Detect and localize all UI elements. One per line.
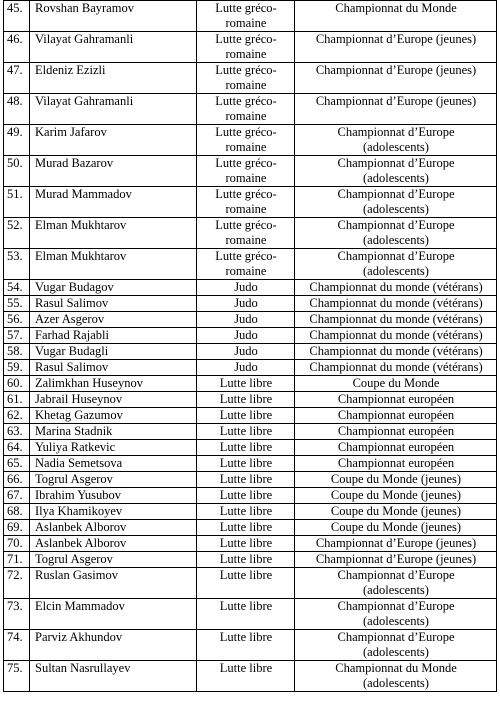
competition-line: Coupe du Monde (jeunes) (330, 472, 462, 486)
sport-line: Lutte gréco- (215, 125, 277, 139)
row-number: 54. (4, 280, 30, 296)
competition-cell (295, 312, 497, 328)
competition-cell (295, 520, 497, 536)
sport-line: Lutte libre (219, 520, 273, 534)
row-number: 51. (4, 187, 30, 218)
athlete-name: Ilya Khamikoyev (30, 504, 197, 520)
table-row (4, 32, 497, 63)
row-number: 73. (4, 599, 30, 630)
sport-cell (197, 520, 295, 536)
sport-line: romaine (225, 140, 267, 154)
competition-cell (295, 63, 497, 94)
competition-line: Championnat du monde (vétérans) (309, 296, 483, 310)
athlete-name: Parviz Akhundov (30, 630, 197, 661)
sport-line: Lutte gréco- (215, 94, 277, 108)
athlete-name: Togrul Asgerov (30, 472, 197, 488)
competition-line: Championnat du Monde (335, 1, 457, 15)
competition-cell (295, 156, 497, 187)
athlete-name: Yuliya Ratkevic (30, 440, 197, 456)
row-number: 72. (4, 568, 30, 599)
competition-line: Championnat d’Europe (jeunes) (315, 94, 477, 108)
sport-line: Lutte libre (219, 568, 273, 582)
competition-cell (295, 187, 497, 218)
competition-line: Championnat d’Europe (337, 125, 455, 139)
sport-line: romaine (225, 233, 267, 247)
competition-line: (adolescents) (363, 614, 429, 628)
sport-line: romaine (225, 109, 267, 123)
competition-cell (295, 424, 497, 440)
row-number: 62. (4, 408, 30, 424)
sport-line: romaine (225, 202, 267, 216)
sport-line: Lutte libre (219, 536, 273, 550)
row-number: 55. (4, 296, 30, 312)
competition-line: Championnat européen (337, 424, 455, 438)
sport-line: romaine (225, 171, 267, 185)
table-row (4, 156, 497, 187)
competition-cell (295, 661, 497, 692)
sport-cell (197, 392, 295, 408)
row-number: 74. (4, 630, 30, 661)
sport-line: Judo (234, 296, 258, 310)
competition-line: Championnat d’Europe (337, 249, 455, 263)
competition-cell (295, 504, 497, 520)
sport-cell (197, 599, 295, 630)
sport-cell (197, 125, 295, 156)
athlete-name: Rovshan Bayramov (30, 1, 197, 32)
sport-cell (197, 488, 295, 504)
table-row (4, 630, 497, 661)
sport-line: Lutte libre (219, 504, 273, 518)
table-row (4, 661, 497, 692)
competition-line: (adolescents) (363, 676, 429, 690)
sport-cell (197, 280, 295, 296)
competition-line: Championnat d’Europe (337, 156, 455, 170)
sport-line: Judo (234, 360, 258, 374)
sport-cell (197, 552, 295, 568)
athlete-name: Khetag Gazumov (30, 408, 197, 424)
athlete-name: Eldeniz Ezizli (30, 63, 197, 94)
table-row (4, 408, 497, 424)
athlete-name: Marina Stadnik (30, 424, 197, 440)
athlete-name: Azer Asgerov (30, 312, 197, 328)
table-row (4, 312, 497, 328)
row-number: 53. (4, 249, 30, 280)
row-number: 70. (4, 536, 30, 552)
row-number: 50. (4, 156, 30, 187)
competition-cell (295, 218, 497, 249)
row-number: 56. (4, 312, 30, 328)
athlete-name: Vugar Budagli (30, 344, 197, 360)
row-number: 67. (4, 488, 30, 504)
table-row (4, 187, 497, 218)
competition-line: Championnat du monde (vétérans) (309, 360, 483, 374)
table-row (4, 94, 497, 125)
sport-line: romaine (225, 78, 267, 92)
sport-line: Lutte libre (219, 456, 273, 470)
table-row (4, 296, 497, 312)
athlete-name: Ibrahim Yusubov (30, 488, 197, 504)
competition-line: Championnat du monde (vétérans) (309, 328, 483, 342)
competition-line: Championnat européen (337, 440, 455, 454)
table-row (4, 520, 497, 536)
table-row (4, 504, 497, 520)
sport-line: Judo (234, 344, 258, 358)
sport-line: romaine (225, 264, 267, 278)
sport-cell (197, 249, 295, 280)
competition-cell (295, 249, 497, 280)
athlete-name: Rasul Salimov (30, 360, 197, 376)
sport-line: Lutte gréco- (215, 32, 277, 46)
sport-cell (197, 32, 295, 63)
competition-cell (295, 344, 497, 360)
sport-line: Lutte libre (219, 552, 273, 566)
competition-cell (295, 296, 497, 312)
row-number: 52. (4, 218, 30, 249)
row-number: 61. (4, 392, 30, 408)
athlete-name: Vugar Budagov (30, 280, 197, 296)
competition-line: Championnat européen (337, 392, 455, 406)
table-row (4, 488, 497, 504)
athlete-name: Rasul Salimov (30, 296, 197, 312)
table-row (4, 472, 497, 488)
athlete-name: Ruslan Gasimov (30, 568, 197, 599)
sport-cell (197, 630, 295, 661)
sport-line: Judo (234, 328, 258, 342)
row-number: 71. (4, 552, 30, 568)
table-row (4, 440, 497, 456)
sport-line: Lutte libre (219, 599, 273, 613)
sport-line: Lutte gréco- (215, 249, 277, 263)
competition-cell (295, 408, 497, 424)
table-row (4, 360, 497, 376)
table-row (4, 63, 497, 94)
sport-line: Lutte libre (219, 472, 273, 486)
athlete-name: Zalimkhan Huseynov (30, 376, 197, 392)
table-row (4, 218, 497, 249)
sport-cell (197, 376, 295, 392)
row-number: 48. (4, 94, 30, 125)
sport-line: Lutte libre (219, 408, 273, 422)
competition-line: Coupe du Monde (jeunes) (330, 504, 462, 518)
table-row (4, 599, 497, 630)
competition-line: Championnat européen (337, 456, 455, 470)
sport-cell (197, 661, 295, 692)
sport-cell (197, 568, 295, 599)
competition-line: Championnat du monde (vétérans) (309, 280, 483, 294)
table-row (4, 456, 497, 472)
sport-cell (197, 456, 295, 472)
competition-cell (295, 456, 497, 472)
competition-line: Coupe du Monde (jeunes) (330, 488, 462, 502)
competition-cell (295, 568, 497, 599)
table-row (4, 424, 497, 440)
athlete-name: Vilayat Gahramanli (30, 32, 197, 63)
sport-line: Lutte gréco- (215, 63, 277, 77)
competition-line: Championnat d’Europe (337, 187, 455, 201)
row-number: 69. (4, 520, 30, 536)
competition-line: (adolescents) (363, 140, 429, 154)
row-number: 45. (4, 1, 30, 32)
athlete-name: Murad Bazarov (30, 156, 197, 187)
competition-line: (adolescents) (363, 202, 429, 216)
sport-cell (197, 424, 295, 440)
results-table-body (4, 1, 497, 692)
athlete-name: Elman Mukhtarov (30, 218, 197, 249)
competition-cell (295, 392, 497, 408)
competition-line: Championnat d’Europe (jeunes) (315, 32, 477, 46)
row-number: 49. (4, 125, 30, 156)
competition-cell (295, 360, 497, 376)
row-number: 64. (4, 440, 30, 456)
sport-cell (197, 94, 295, 125)
sport-cell (197, 344, 295, 360)
table-row (4, 328, 497, 344)
athlete-name: Jabrail Huseynov (30, 392, 197, 408)
athlete-name: Aslanbek Alborov (30, 536, 197, 552)
sport-line: Judo (234, 280, 258, 294)
competition-line: Coupe du Monde (352, 376, 440, 390)
sport-line: romaine (225, 47, 267, 61)
table-row (4, 568, 497, 599)
athlete-name: Elman Mukhtarov (30, 249, 197, 280)
sport-cell (197, 440, 295, 456)
row-number: 66. (4, 472, 30, 488)
athlete-name: Murad Mammadov (30, 187, 197, 218)
table-row (4, 1, 497, 32)
competition-cell (295, 376, 497, 392)
competition-line: (adolescents) (363, 233, 429, 247)
table-row (4, 280, 497, 296)
sport-line: Lutte libre (219, 392, 273, 406)
competition-line: Championnat d’Europe (jeunes) (315, 63, 477, 77)
athlete-name: Vilayat Gahramanli (30, 94, 197, 125)
table-row (4, 536, 497, 552)
sport-cell (197, 328, 295, 344)
sport-line: Lutte libre (219, 440, 273, 454)
table-row (4, 392, 497, 408)
competition-line: Championnat d’Europe (337, 218, 455, 232)
table-row (4, 125, 497, 156)
competition-line: (adolescents) (363, 264, 429, 278)
competition-line: Championnat d’Europe (337, 599, 455, 613)
competition-line: Championnat d’Europe (337, 568, 455, 582)
sport-line: romaine (225, 16, 267, 30)
row-number: 58. (4, 344, 30, 360)
sport-cell (197, 472, 295, 488)
row-number: 65. (4, 456, 30, 472)
sport-line: Lutte gréco- (215, 187, 277, 201)
competition-cell (295, 440, 497, 456)
sport-line: Lutte libre (219, 488, 273, 502)
table-row (4, 249, 497, 280)
sport-cell (197, 187, 295, 218)
competition-line: Championnat du monde (vétérans) (309, 312, 483, 326)
athlete-name: Karim Jafarov (30, 125, 197, 156)
competition-cell (295, 552, 497, 568)
competition-cell (295, 630, 497, 661)
sport-cell (197, 218, 295, 249)
table-row (4, 376, 497, 392)
athlete-name: Aslanbek Alborov (30, 520, 197, 536)
competition-line: Championnat d’Europe (jeunes) (315, 552, 477, 566)
competition-cell (295, 280, 497, 296)
sport-cell (197, 360, 295, 376)
row-number: 57. (4, 328, 30, 344)
athlete-name: Togrul Asgerov (30, 552, 197, 568)
competition-cell (295, 94, 497, 125)
competition-cell (295, 536, 497, 552)
sport-cell (197, 156, 295, 187)
sport-line: Judo (234, 312, 258, 326)
sport-line: Lutte gréco- (215, 156, 277, 170)
sport-line: Lutte libre (219, 424, 273, 438)
table-row (4, 552, 497, 568)
row-number: 75. (4, 661, 30, 692)
sport-cell (197, 312, 295, 328)
athlete-name: Sultan Nasrullayev (30, 661, 197, 692)
row-number: 59. (4, 360, 30, 376)
table-row (4, 344, 497, 360)
sport-line: Lutte libre (219, 661, 273, 675)
sport-line: Lutte libre (219, 630, 273, 644)
sport-cell (197, 1, 295, 32)
competition-cell (295, 599, 497, 630)
competition-line: Championnat du monde (vétérans) (309, 344, 483, 358)
competition-cell (295, 1, 497, 32)
athlete-name: Nadia Semetsova (30, 456, 197, 472)
competition-line: (adolescents) (363, 171, 429, 185)
competition-line: Coupe du Monde (jeunes) (330, 520, 462, 534)
competition-cell (295, 488, 497, 504)
competition-cell (295, 472, 497, 488)
sport-line: Lutte gréco- (215, 218, 277, 232)
competition-line: (adolescents) (363, 645, 429, 659)
results-table (3, 0, 497, 692)
competition-cell (295, 328, 497, 344)
row-number: 60. (4, 376, 30, 392)
competition-line: (adolescents) (363, 583, 429, 597)
athlete-name: Farhad Rajabli (30, 328, 197, 344)
row-number: 68. (4, 504, 30, 520)
sport-cell (197, 63, 295, 94)
athlete-name: Elcin Mammadov (30, 599, 197, 630)
sport-cell (197, 408, 295, 424)
competition-cell (295, 125, 497, 156)
competition-cell (295, 32, 497, 63)
row-number: 63. (4, 424, 30, 440)
competition-line: Championnat européen (337, 408, 455, 422)
row-number: 47. (4, 63, 30, 94)
sport-cell (197, 536, 295, 552)
row-number: 46. (4, 32, 30, 63)
sport-line: Lutte libre (219, 376, 273, 390)
sport-cell (197, 296, 295, 312)
sport-cell (197, 504, 295, 520)
competition-line: Championnat du Monde (335, 661, 457, 675)
sport-line: Lutte gréco- (215, 1, 277, 15)
competition-line: Championnat d’Europe (jeunes) (315, 536, 477, 550)
competition-line: Championnat d’Europe (337, 630, 455, 644)
